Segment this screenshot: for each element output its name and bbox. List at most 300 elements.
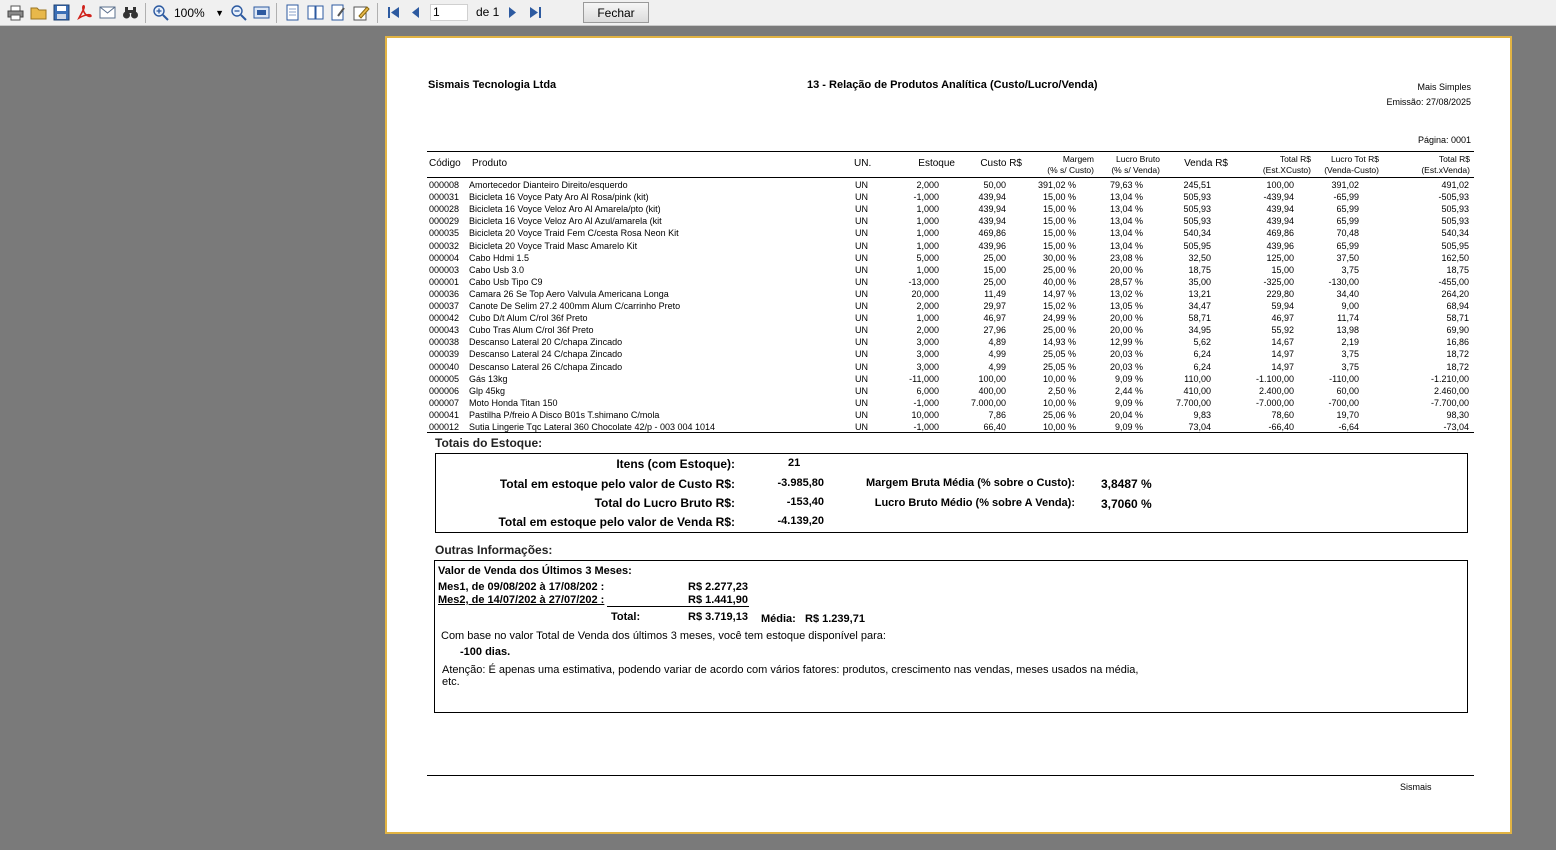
cell-venda: 9,83 [1193,409,1211,420]
cell-margem: 15,00 % [1042,240,1076,251]
cell-lucro-bruto: 9,09 % [1114,373,1143,384]
table-row [427,385,1473,397]
cell-produto: Cabo Hdmi 1.5 [469,252,530,263]
cell-total-xvenda: -1.210,00 [1430,373,1469,384]
col-header-venda: Venda R$ [1184,158,1228,169]
cell-venda: 34,47 [1188,301,1211,311]
totals-box [435,453,1468,533]
cell-total-xvenda: 18,72 [1446,361,1469,372]
col-header-lucro-tot-line2: (Venda-Custo) [1324,165,1379,175]
cell-lucro-tot: 11,74 [1337,313,1359,324]
cell-un: UN [855,361,868,372]
fit-page-icon[interactable] [253,4,270,21]
open-folder-icon[interactable] [30,4,47,21]
cell-custo: 29,97 [983,301,1006,311]
cell-un: UN [855,192,868,203]
cell-un: UN [855,240,868,251]
cell-codigo: 000006 [429,385,460,396]
cell-venda: 410,00 [1183,385,1211,396]
margem-media-label: Margem Bruta Média (% sobre o Custo): [865,477,1075,489]
cell-codigo: 000035 [429,228,460,239]
zoom-select[interactable] [174,4,224,22]
cell-estoque: 2,000 [916,180,939,190]
cell-un: UN [855,337,868,348]
stock-availability-text: Com base no valor Total de Venda dos últimos 3 meses, você tem estoque disponível para: [441,630,886,642]
sales-box-title: Valor de Venda dos Últimos 3 Meses: [438,565,632,577]
cell-produto: Sutia Lingerie Tqc Lateral 360 Chocolate 42/p - 003 004 1014 [469,422,716,432]
media-value: R$ 1.239,71 [805,613,865,625]
report-subtitle: Mais Simples [1417,82,1471,92]
cell-total-xcusto: 439,96 [1266,240,1294,251]
cell-total-xvenda: 505,93 [1441,216,1469,227]
cell-estoque: 1,000 [916,240,939,251]
col-header-total-xvenda [1421,154,1470,176]
cell-total-xvenda: 264,20 [1441,288,1469,299]
save-icon[interactable] [53,4,70,21]
cell-produto: Gás 13kg [469,373,508,384]
cell-un: UN [855,349,868,360]
cell-total-xvenda: 2.460,00 [1433,385,1469,396]
col-header-total-xcusto-line2: (Est.XCusto) [1262,165,1311,175]
cell-estoque: 1,000 [916,228,939,239]
cell-estoque: 3,000 [916,337,939,348]
cell-custo: 46,97 [983,313,1006,324]
table-row [427,336,1473,348]
outras-section-title: Outras Informações: [435,543,553,557]
cell-margem: 25,05 % [1042,361,1076,372]
cell-codigo: 000037 [429,301,460,311]
zoom-value: 100% [174,6,205,20]
cell-codigo: 000036 [429,288,460,299]
cell-total-xcusto: 100,00 [1266,180,1294,190]
emission-date: Emissão: 27/08/2025 [1386,97,1471,107]
cell-lucro-tot: 65,99 [1336,204,1359,215]
cell-produto: Bicicleta 16 Voyce Paty Aro Al Rosa/pink (kit) [469,192,649,203]
cell-lucro-bruto: 20,00 % [1109,313,1143,324]
cell-margem: 24,99 % [1042,313,1076,324]
cell-produto: Canote De Selim 27.2 400mm Alum C/carrinho Preto [469,301,681,311]
cell-custo: 7.000,00 [970,397,1006,408]
table-row [427,361,1473,373]
cell-un: UN [855,288,868,299]
table-row [427,312,1473,324]
cell-total-xvenda: 18,75 [1446,264,1469,275]
itens-value: 21 [788,457,801,469]
table-row [427,409,1473,421]
cell-custo: 11,49 [984,288,1006,299]
cell-total-xvenda: -73,04 [1443,422,1469,432]
col-header-lucro [1111,154,1160,176]
cell-lucro-bruto: 20,00 % [1109,325,1143,336]
cell-produto: Descanso Lateral 20 C/chapa Zincado [469,337,623,348]
col-header-margem [1047,154,1094,176]
cell-produto: Cabo Usb Tipo C9 [469,276,543,287]
cell-lucro-tot: -6,64 [1338,422,1359,432]
cell-total-xcusto: -325,00 [1263,276,1294,287]
cell-lucro-bruto: 13,04 % [1109,192,1143,203]
table-row [427,324,1473,336]
cell-lucro-bruto: 9,09 % [1114,422,1143,432]
cell-lucro-bruto: 20,03 % [1109,349,1143,360]
cell-un: UN [855,325,868,336]
cell-lucro-tot: -65,99 [1333,192,1359,203]
cell-produto: Cabo Usb 3.0 [469,264,525,275]
cell-lucro-tot: 3,75 [1341,264,1359,275]
cell-venda: 13,21 [1188,288,1211,299]
table-row [427,252,1473,264]
col-header-estoque: Estoque [918,158,955,169]
single-page-icon[interactable] [284,4,301,21]
cell-custo: 439,94 [978,192,1006,203]
cell-un: UN [855,252,868,263]
lucro-medio-label: Lucro Bruto Médio (% sobre A Venda): [874,497,1075,509]
cell-margem: 10,00 % [1042,373,1076,384]
cell-lucro-bruto: 13,02 % [1109,288,1143,299]
cell-estoque: -1,000 [913,397,939,408]
cell-total-xcusto: 14,97 [1271,349,1294,360]
print-icon[interactable] [7,4,24,21]
cell-estoque: 1,000 [916,313,939,324]
cell-venda: 32,50 [1188,252,1211,263]
cell-codigo: 000031 [429,192,460,203]
page-label: Página: 0001 [1417,135,1471,145]
cell-estoque: 5,000 [916,252,939,263]
cell-total-xvenda: 16,86 [1446,337,1469,348]
cell-lucro-tot: 391,02 [1331,180,1359,190]
cell-codigo: 000008 [429,180,460,190]
cell-lucro-tot: -110,00 [1329,373,1359,384]
toolbar-separator [145,3,146,23]
edit-report-icon[interactable] [353,4,370,21]
cell-codigo: 000003 [429,264,460,275]
cell-custo: 27,96 [983,325,1006,336]
cell-margem: 14,93 % [1042,337,1076,348]
cell-produto: Descanso Lateral 26 C/chapa Zincado [469,361,623,372]
cell-custo: 4,99 [988,361,1006,372]
cell-lucro-bruto: 13,04 % [1109,228,1143,239]
cell-codigo: 000039 [429,349,460,360]
cell-custo: 25,00 [983,252,1006,263]
cell-produto: Descanso Lateral 24 C/chapa Zincado [469,349,623,360]
cell-margem: 15,02 % [1042,301,1076,311]
cell-venda: 34,95 [1188,325,1211,336]
col-header-lucro-tot [1324,154,1379,176]
cell-total-xcusto: 439,94 [1266,204,1294,215]
cell-lucro-bruto: 20,00 % [1109,264,1143,275]
venda-total-label: Total em estoque pelo valor de Venda R$: [498,515,735,529]
mes1-label: Mes1, de 09/08/202 à 17/08/202 : [438,581,605,593]
col-header-total-xcusto-line1: Total R$ [1279,154,1311,164]
cell-venda: 245,51 [1183,180,1211,190]
cell-codigo: 000038 [429,337,460,348]
col-header-total-xvenda-line1: Total R$ [1438,154,1470,164]
cell-total-xcusto: 2.400,00 [1258,385,1294,396]
cell-produto: Glp 45kg [469,385,506,396]
sum-rule [607,606,749,607]
previous-page-icon[interactable] [407,4,424,21]
chevron-down-icon: ▼ [215,8,224,18]
cell-estoque: 6,000 [916,385,939,396]
find-binoculars-icon[interactable] [122,4,139,21]
next-page-icon[interactable] [504,4,521,21]
cell-lucro-tot: 70,48 [1336,228,1359,239]
cell-un: UN [855,385,868,396]
table-row [427,215,1473,227]
cell-lucro-tot: 19,70 [1336,409,1359,420]
cell-total-xvenda: 68,94 [1446,301,1469,311]
lucro-total-label: Total do Lucro Bruto R$: [594,496,735,510]
cell-total-xcusto: 15,00 [1271,264,1294,275]
cell-venda: 110,00 [1184,373,1211,384]
table-row [427,179,1473,191]
cell-produto: Bicicleta 20 Voyce Traid Masc Amarelo Kit [469,240,638,251]
page-setup-icon[interactable] [330,4,347,21]
cell-margem: 2,50 % [1047,385,1076,396]
cell-lucro-bruto: 9,09 % [1114,397,1143,408]
cell-total-xvenda: 505,93 [1441,204,1469,215]
cell-codigo: 000012 [429,422,460,432]
cell-produto: Camara 26 Se Top Aero Valvula Americana Longa [469,288,669,299]
cell-estoque: 20,000 [911,288,939,299]
cell-venda: 18,75 [1188,264,1211,275]
cell-margem: 14,97 % [1042,288,1076,299]
cell-estoque: 2,000 [916,301,939,311]
cell-lucro-bruto: 79,63 % [1109,180,1143,190]
cell-produto: Amortecedor Dianteiro Direito/esquerdo [469,180,628,190]
cell-lucro-bruto: 13,04 % [1109,216,1143,227]
cell-estoque: 1,000 [916,204,939,215]
cell-venda: 505,93 [1183,216,1211,227]
cell-total-xcusto: 78,60 [1271,409,1294,420]
cell-custo: 50,00 [983,180,1006,190]
cell-lucro-bruto: 2,44 % [1114,385,1143,396]
col-header-total-xcusto [1263,154,1311,176]
page-count-label: de 1 [476,5,500,19]
cell-estoque: 2,000 [916,325,939,336]
cell-margem: 15,00 % [1042,216,1076,227]
cell-total-xvenda: 491,02 [1441,180,1469,190]
cell-total-xvenda: -455,00 [1438,276,1469,287]
cell-produto: Bicicleta 20 Voyce Traid Fem C/cesta Rosa Neon Kit [469,228,679,239]
cell-estoque: -1,000 [913,192,939,203]
cell-margem: 15,00 % [1042,204,1076,215]
cell-lucro-tot: 9,00 [1341,301,1359,311]
table-row [427,300,1473,312]
col-header-margem-line1: Margem [1062,154,1094,164]
venda-total-value: -4.139,20 [777,515,824,527]
col-header-total-xvenda-line2: (Est.xVenda) [1421,165,1470,175]
close-button[interactable]: Fechar [583,2,649,23]
cell-lucro-bruto: 20,04 % [1109,409,1143,420]
pdf-export-icon[interactable] [76,4,93,21]
cell-total-xvenda: 505,95 [1441,240,1469,251]
toolbar-separator [276,3,277,23]
mes2-label: Mes2, de 14/07/202 à 27/07/202 : [438,594,605,606]
cell-venda: 505,95 [1183,240,1211,251]
report-page [385,36,1512,834]
cell-total-xvenda: -505,93 [1438,192,1469,203]
cell-margem: 15,00 % [1042,192,1076,203]
lucro-medio-value: 3,7060 % [1101,497,1152,511]
cell-estoque: 3,000 [916,361,939,372]
cell-total-xvenda: 98,30 [1446,409,1469,420]
cell-venda: 6,24 [1193,349,1211,360]
cell-un: UN [855,204,868,215]
cell-custo: 66,40 [983,422,1006,432]
footer-brand: Sismais [1400,782,1432,792]
cell-codigo: 000043 [429,325,460,336]
itens-label: Itens (com Estoque): [616,457,735,471]
cell-total-xcusto: 125,00 [1266,252,1294,263]
cell-lucro-tot: 65,99 [1336,240,1359,251]
cell-custo: 439,94 [978,216,1006,227]
cell-estoque: 1,000 [916,216,939,227]
cell-venda: 505,93 [1183,192,1211,203]
table-row [427,227,1473,239]
cell-total-xcusto: -66,40 [1268,422,1294,432]
cell-custo: 400,00 [978,385,1006,396]
cell-un: UN [855,373,868,384]
table-row [427,348,1473,360]
header-top-rule [427,151,1474,152]
table-row [427,191,1473,203]
table-row [427,240,1473,252]
lucro-total-value: -153,40 [786,496,824,508]
cell-margem: 30,00 % [1042,252,1076,263]
cell-un: UN [855,301,868,311]
table-row [427,203,1473,215]
cell-total-xcusto: 14,67 [1271,337,1294,348]
cell-lucro-tot: 37,50 [1336,252,1359,263]
cell-un: UN [855,180,868,190]
cell-estoque: 1,000 [916,264,939,275]
cell-un: UN [855,228,868,239]
cell-venda: 6,24 [1193,361,1211,372]
table-row [427,397,1473,409]
cell-estoque: 3,000 [916,349,939,360]
cell-lucro-tot: -130,00 [1328,276,1359,287]
cell-total-xcusto: 439,94 [1266,216,1294,227]
cell-lucro-tot: 2,19 [1341,337,1359,348]
email-icon[interactable] [99,4,116,21]
cell-un: UN [855,409,868,420]
cell-produto: Bicicleta 16 Voyce Veloz Aro Al Amarela/pto (kit) [469,204,661,215]
cell-codigo: 000001 [429,276,460,287]
page-number-input[interactable]: 1 [430,4,468,21]
cell-produto: Cubo D/t Alum C/rol 36f Preto [469,313,588,324]
cell-margem: 25,00 % [1042,325,1076,336]
cell-venda: 505,93 [1183,204,1211,215]
cell-codigo: 000040 [429,361,460,372]
cell-total-xcusto: 14,97 [1271,361,1294,372]
cell-venda: 58,71 [1188,313,1211,324]
cell-margem: 25,05 % [1042,349,1076,360]
cell-total-xvenda: 58,71 [1446,313,1469,324]
cell-estoque: -1,000 [913,422,939,432]
totals-section-title: Totais do Estoque: [435,436,543,450]
cell-total-xcusto: 55,92 [1271,325,1294,336]
stock-days-value: -100 dias. [460,646,511,658]
cell-venda: 540,34 [1183,228,1211,239]
table-row [427,373,1473,385]
cell-produto: Bicicleta 16 Voyce Veloz Aro Al Azul/amarela (kit [469,216,662,227]
cell-total-xcusto: 59,94 [1271,301,1294,311]
cell-lucro-tot: 60,00 [1336,385,1359,396]
cell-codigo: 000004 [429,252,460,263]
cell-venda: 7.700,00 [1175,397,1211,408]
col-header-lucro-line2: (% s/ Venda) [1111,165,1160,175]
cell-total-xcusto: 229,80 [1266,288,1294,299]
zoom-out-icon[interactable] [230,4,247,21]
cell-custo: 100,00 [978,373,1006,384]
cell-margem: 40,00 % [1042,276,1076,287]
cell-codigo: 000028 [429,204,460,215]
last-page-icon[interactable] [527,4,544,21]
cell-custo: 7,86 [988,409,1006,420]
media-label: Média: [761,613,796,625]
cell-codigo: 000042 [429,313,460,324]
cell-un: UN [855,276,868,287]
col-header-margem-line2: (% s/ Custo) [1047,165,1094,175]
cell-lucro-bruto: 12,99 % [1109,337,1143,348]
cell-lucro-tot: 34,40 [1336,288,1359,299]
cell-total-xcusto: -439,94 [1263,192,1294,203]
cell-total-xvenda: 162,50 [1441,252,1469,263]
cell-un: UN [855,422,868,432]
warning-line-1: Atenção: É apenas uma estimativa, podendo variar de acordo com vários fatores: produtos, crescimento nas vendas, meses usados na média, [442,664,1139,676]
total-label: Total: [611,611,641,623]
cell-total-xvenda: 18,72 [1446,349,1469,360]
cell-codigo: 000007 [429,397,460,408]
cell-venda: 5,62 [1193,337,1211,348]
report-viewer-toolbar [0,0,1556,26]
cell-custo: 15,00 [983,264,1006,275]
two-pages-icon[interactable] [307,4,324,21]
col-header-lucro-line1: Lucro Bruto [1116,154,1160,164]
table-bottom-rule [427,432,1474,433]
cell-lucro-bruto: 13,05 % [1109,301,1143,311]
cell-un: UN [855,397,868,408]
table-row [427,288,1473,300]
cell-margem: 10,00 % [1042,422,1076,432]
col-header-un: UN. [854,158,872,169]
zoom-in-icon[interactable] [152,4,169,21]
warning-line-2: etc. [442,676,460,688]
table-row [427,264,1473,276]
cell-total-xcusto: 469,86 [1266,228,1294,239]
cell-venda: 35,00 [1188,276,1211,287]
cell-custo: 439,96 [978,240,1006,251]
footer-rule [427,775,1474,776]
cell-lucro-bruto: 13,04 % [1109,204,1143,215]
cell-produto: Pastilha P/freio A Disco B01s T.shimano C/mola [469,409,660,420]
cell-total-xcusto: 46,97 [1271,313,1294,324]
report-title: 13 - Relação de Produtos Analítica (Custo/Lucro/Venda) [807,79,1098,91]
cell-lucro-tot: 13,98 [1336,325,1359,336]
header-bottom-rule [427,177,1474,178]
col-header-produto: Produto [472,158,508,169]
cell-un: UN [855,313,868,324]
cell-codigo: 000032 [429,240,460,251]
cell-codigo: 000029 [429,216,460,227]
cell-margem: 25,06 % [1042,409,1076,420]
cell-lucro-bruto: 13,04 % [1109,240,1143,251]
cell-total-xvenda: -7.700,00 [1430,397,1469,408]
cell-lucro-bruto: 28,57 % [1109,276,1143,287]
first-page-icon[interactable] [385,4,402,21]
table-row [427,276,1473,288]
cell-lucro-tot: 65,99 [1336,216,1359,227]
